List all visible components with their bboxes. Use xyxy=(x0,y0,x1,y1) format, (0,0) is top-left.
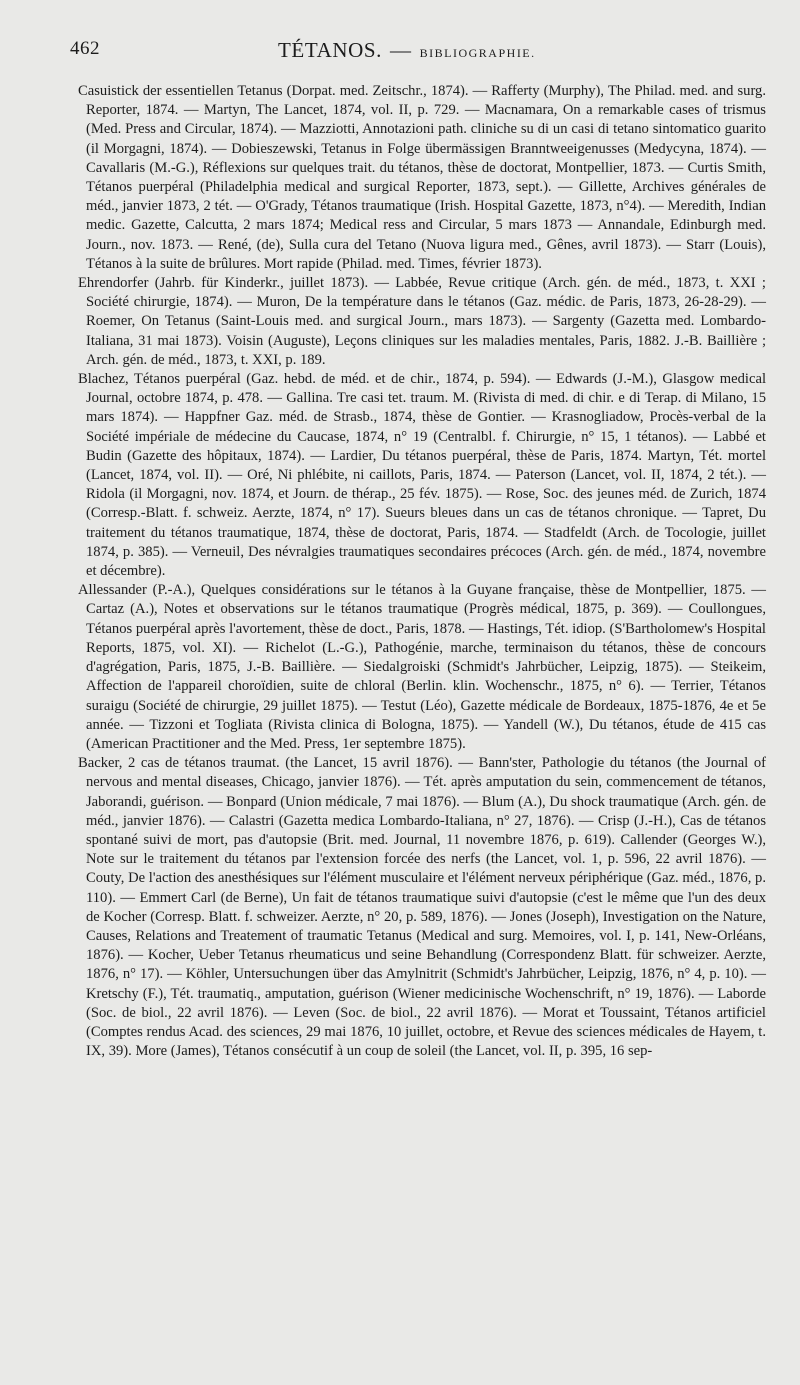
bibliography-paragraph: Blachez, Tétanos puerpéral (Gaz. hebd. de méd. et de chir., 1874, p. 594). — Edwards (J.-M.), Glasgow medical Journal, octobre 1874, p. 478. — Gallina. Tre casi tet. traum. M. (Rivista di med. di chir. e di Terap. di Milano, 15 mars 1874). — Happfner Gaz. méd. de Strasb., 1874, thèse de Gontier. — Krasnogliadow, Procès-verbal de la Société impériale de médecine du Caucase, 1874, n° 19 (Centralbl. f. Chirurgie, n° 15, 1 tétanos). — Labbé et Budin (Gazette des hôpitaux, 1874). — Lardier, Du tétanos puerpéral, thèse de Paris, 1874. Martyn, Tét. mortel (Lancet, 1874, vol. II). — Oré, Ni phlébite, ni caillots, Paris, 1874. — Paterson (Lancet, vol. II, 1874, 2 tét.). — Ridola (il Morgagni, nov. 1874, et Journ. de thérap., 25 fév. 1875). — Rose, Soc. des jeunes méd. de Zurich, 1874 (Corresp.-Blatt. f. schweiz. Aerzte, 1874, n° 17). Sueurs bleues dans un cas de tétanos chronique. — Tapret, Du traitement du tétanos traumatique, 1874, thèse de doctorat, Paris, 1874. — Stadfeldt (Arch. de Tocologie, juillet 1874, p. 385). — Verneuil, Des névralgies traumatiques secondaires précoces (Arch. gén. de méd., 1874, novembre et décembre). xyxy=(78,371,766,580)
running-title xyxy=(278,38,536,63)
bibliography-paragraph: Allessander (P.-A.), Quelques considérations sur le tétanos à la Guyane française, thèse de Montpellier, 1875. — Cartaz (A.), Notes et observations sur le tétanos traumatique (Progrès médical, 1875, p. 369). — Coullongues, Tétanos puerpéral après l'avortement, thèse de doct., Paris, 1878. — Hastings, Tét. idiop. (S'Bartholomew's Hospital Reports, 1875, vol. XI). — Richelot (L.-G.), Pathogénie, marche, terminaison du tétanos, thèse de concours d'agrégation, Paris, 1875, J.-B. Baillière. — Siedalgroiski (Schmidt's Jahrbücher, Leipzig, 1875). — Steikeim, Affection de l'appareil choroïdien, suite de chloral (Berlin. klin. Wochenschr., 1875, n° 6). — Terrier, Tétanos suraigu (Société de chirurgie, 29 juillet 1875). — Testut (Léo), Gazette médicale de Bordeaux, 1875-1876, 4e et 5e année. — Tizzoni et Togliata (Rivista clinica di Bologna, 1875). — Yandell (W.), Du tétanos, étude de 415 cas (American Practitioner and the Med. Press, 1er septembre 1875). xyxy=(78,582,766,752)
bibliography-paragraph: Backer, 2 cas de tétanos traumat. (the Lancet, 15 avril 1876). — Bann'ster, Pathologie du tétanos (the Journal of nervous and mental diseases, Chicago, janvier 1876). — Tét. après amputation du sein, commencement de tétanos, Jaborandi, guérison. — Bonpard (Union médicale, 7 mai 1876). — Blum (A.), Du shock traumatique (Arch. gén. de méd., janvier 1876). — Calastri (Gazetta medica Lombardo-Italiana, n° 27, 1876). — Crisp (J.-H.), Cas de tétanos spontané suivi de mort, pas d'autopsie (Brit. med. Journal, 11 novembre 1876, p. 619). Callender (Georges W.), Note sur le traitement du tétanos par l'extension forcée des nerfs (the Lancet, vol. 1, p. 596, 22 avril 1876). — Couty, De l'action des anesthésiques sur l'élément musculaire et l'élément nerveux périphérique (Gaz. méd., 1876, p. 110). — Emmert Carl (de Berne), Un fait de tétanos traumatique suivi d'autopsie (c'est le même que l'un des deux de Kocher (Corresp. Blatt. f. schweizer. Aerzte, n° 20, p. 589, 1876). — Jones (Joseph), Investigation on the Nature, Causes, Relations and Treatement of traumatic Tetanus (Medical and surg. Memoires, vol. I, p. 141, New-Orléans, 1876). — Kocher, Ueber Tetanus rheumaticus und seine Behandlung (Correspondenz Blatt. für schweizer. Aerzte, 1876, n° 17). — Köhler, Untersuchungen über das Amylnitrit (Schmidt's Jahrbücher, Leipzig, 1876, n° 4, p. 10). — Kretschy (F.), Tét. traumatiq., amputation, guérison (Wiener medicinische Wochenschrift, n° 19, 1876). — Laborde (Soc. de biol., 22 avril 1876). — Leven (Soc. de biol., 22 avril 1876). — Morat et Toussaint, Tétanos artificiel (Comptes rendus Acad. des sciences, 29 mai 1876, 10 juillet, octobre, et Revue des sciences médicales de Hayem, t. IX, 39). More (James), Tétanos consécutif à un coup de soleil (the Lancet, vol. II, p. 395, 16 sep- xyxy=(78,755,766,1060)
running-title-main: TÉTANOS. xyxy=(278,38,383,62)
bibliography-paragraph: Casuistick der essentiellen Tetanus (Dorpat. med. Zeitschr., 1874). — Rafferty (Murphy), The Philad. med. and surg. Reporter, 1874. — Martyn, The Lancet, 1874, vol. II, p. 729. — Macnamara, On a remarkable cases of trismus (Med. Press and Circular, 1874). — Mazziotti, Annotazioni path. cliniche su di un casi di tetano sintomatico guarito (il Morgagni, 1874). — Dobieszewski, Tetanus in Folge übermässigen Branntweeigenusses (Medycyna, 1874). — Cavallaris (M.-G.), Réflexions sur quelques trait. du tétanos, thèse de doctorat, Montpellier, 1873. — Curtis Smith, Tétanos puerpéral (Philadelphia medical and surgical Reporter, 1873, sept.). — Gillette, Archives générales de méd., janvier 1873, 2 tét. — O'Grady, Tétanos traumatique (Irish. Hospital Gazette, 1873, n°4). — Meredith, Indian medic. Gazette, Calcutta, 2 mars 1874; Medical ress and Circular, 5 mars 1873 — Annandale, Edinburgh med. Journ., nov. 1873. — René, (de), Sulla cura del Tetano (Nuova ligura med., Gênes, avril 1873). — Starr (Louis), Tétanos à la suite de brûlures. Mort rapide (Philad. med. Times, février 1873). xyxy=(78,83,766,272)
page-header xyxy=(70,38,766,78)
running-title-subtitle: BIBLIOGRAPHIE. xyxy=(419,46,536,60)
bibliography-body xyxy=(78,82,766,1061)
title-separator: — xyxy=(390,38,412,62)
bibliography-paragraph: Ehrendorfer (Jahrb. für Kinderkr., juillet 1873). — Labbée, Revue critique (Arch. gén. de méd., 1873, t. XXI ; Société chirurgie, 1874). — Muron, De la température dans le tétanos (Gaz. médic. de Paris, 1873, 26-28-29). — Roemer, On Tetanus (Saint-Louis med. and surgical Journ., mars 1873). — Sargenty (Gazetta med. Lombardo-Italiana, 31 mai 1873). Voisin (Auguste), Leçons cliniques sur les maladies mentales, Paris, 1882. J.-B. Baillière ; Arch. gén. de méd., 1873, t. XXI, p. 189. xyxy=(78,275,766,368)
page-number: 462 xyxy=(70,38,100,59)
